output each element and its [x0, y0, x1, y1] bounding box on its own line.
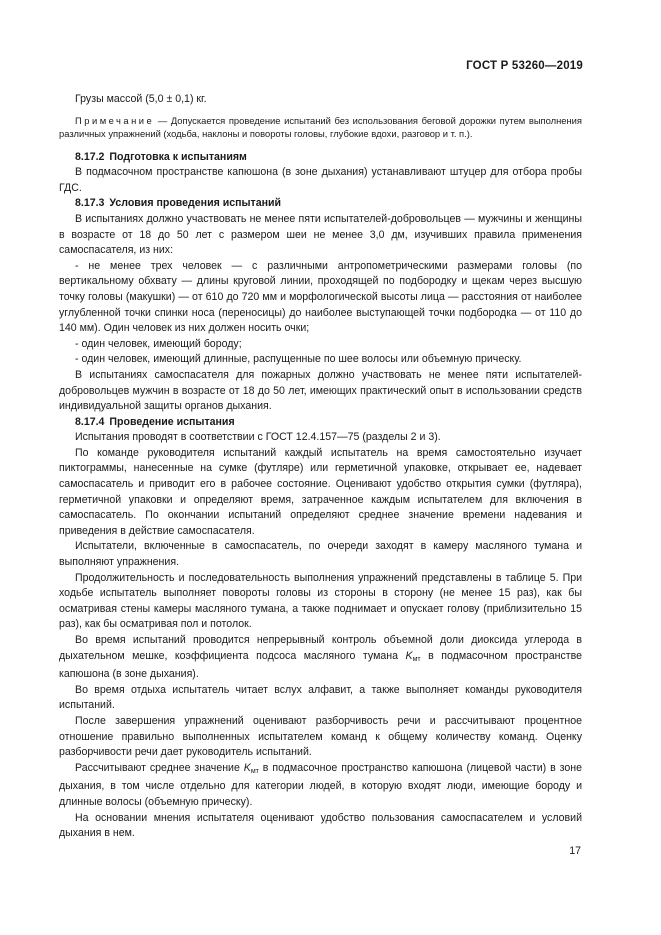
paragraph: В подмасочном пространстве капюшона (в зоне дыхания) устанавливают штуцер для отбора пробы ГДС. — [59, 166, 582, 194]
section-heading-8-17-2 — [59, 150, 582, 166]
section-title: Подготовка к испытаниям — [109, 150, 247, 163]
list-item: - не менее трех человек — с различными антропометрическими размерами головы (по вертикальному обхвату — длины круговой линии, проходящей по подбородку и щекам через высшую точку головы (макушки) — от 610 до 720 мм и морфологической высоты лица — расстояния от наиболее углубленной точки спинки носа (переносицы) до наиболее выступающей точки подбородка — от 110 до 140 мм). Один человек из них должен носить очки; — [59, 259, 582, 335]
section-heading-8-17-4 — [59, 415, 582, 431]
text-run: в подмасочном пространстве капюшона (в зоне дыхания). — [59, 649, 582, 681]
list-item: - один человек, имеющий бороду; — [75, 337, 242, 350]
list-item: - один человек, имеющий длинные, распущенные по шее волосы или объемную прическу. — [75, 353, 522, 366]
text-run: Во время испытаний проводится непрерывный контроль объемной доли диоксида углерода в дыхательном мешке, коэффициента подсоса масляного тумана — [59, 634, 582, 662]
paragraph: В испытаниях должно участвовать не менее пяти испытателей-добровольцев — мужчины и женщины в возрасте от 18 до 50 лет с размером шеи не менее 3,0 дм, изучивших правила применения самоспасателя, из них: — [59, 212, 582, 257]
subscript: мт — [412, 655, 421, 663]
section-number: 8.17.4 — [75, 415, 105, 428]
note-text: — Допускается проведение испытаний без использования беговой дорожки путем выполнения различных упражнений (ходьба, наклоны и повороты головы, глубокие вдохи, разговор и т. п.). — [59, 114, 582, 139]
paragraph: По команде руководителя испытаний каждый испытатель на время самостоятельно изучает пиктограммы, нанесенные на сумке (футляре) или герметичной упаковке, открывает ее, надевает самоспасатель и приводит его в рабочее состояние. Оценивают удобство открытия сумки (футляра), герметичной упаковки и определяют время, затраченное каждым испытателем для включения в самоспасатель. По окончании испытаний определяют среднее значение времени надевания и приведения в действие самоспасателя. — [59, 446, 582, 537]
paragraph: Испытания проводят в соответствии с ГОСТ 12.4.157—75 (разделы 2 и 3). — [75, 431, 441, 444]
paragraph — [59, 633, 582, 683]
page-body — [59, 92, 582, 842]
weights-line: Грузы массой (5,0 ± 0,1) кг. — [75, 93, 207, 105]
symbol: K — [243, 761, 251, 774]
subscript: мт — [250, 767, 259, 775]
section-title: Условия проведения испытаний — [109, 197, 282, 210]
page-number: 17 — [569, 845, 581, 857]
paragraph: В испытаниях самоспасателя для пожарных должно участвовать не менее пяти испытателей-добровольцев мужчин в возрасте от 18 до 50 лет, имеющих практический опыт в использовании средств индивидуальной защиты органов дыхания. — [59, 368, 582, 413]
paragraph: Испытатели, включенные в самоспасатель, по очереди заходят в камеру масляного тумана и выполняют упражнения. — [59, 540, 582, 569]
section-title: Проведение испытания — [109, 415, 235, 428]
paragraph: Продолжительность и последовательность выполнения упражнений представлены в таблице 5. При ходьбе испытатель выполняет повороты головы из стороны в сторону (не менее 15 раз), как бы осматривая стены камеры масляного тумана, а также поднимает и опускает голову (приблизительно 15 раз), как бы осматривая пол и потолок. — [59, 571, 582, 631]
section-heading-8-17-3 — [59, 196, 582, 212]
text-run: в подмасочное пространство капюшона (лицевой части) в зоне дыхания, в том числе отдельно для категории людей, в которую входят люди, имеющие бороду и длинные волосы (объемную прическу). — [59, 761, 582, 808]
paragraph: На основании мнения испытателя оценивают удобство пользования самоспасателем и условий дыхания в нем. — [59, 811, 582, 840]
paragraph: После завершения упражнений оценивают разборчивость речи и рассчитывают процентное отношение правильно выполненных испытателем команд к общему количеству команд. Оценку разборчивости речи дает руководитель испытаний. — [59, 714, 582, 759]
paragraph — [59, 761, 582, 811]
text-run: Рассчитывают среднее значение — [75, 761, 244, 774]
note-label: Примечание — [75, 114, 155, 126]
document-code: ГОСТ Р 53260—2019 — [466, 60, 583, 72]
section-number: 8.17.2 — [75, 150, 105, 163]
section-number: 8.17.3 — [75, 197, 105, 210]
note — [59, 114, 582, 140]
symbol: K — [405, 649, 413, 662]
paragraph: Во время отдыха испытатель читает вслух алфавит, а также выполняет команды руководителя испытаний. — [59, 683, 582, 712]
